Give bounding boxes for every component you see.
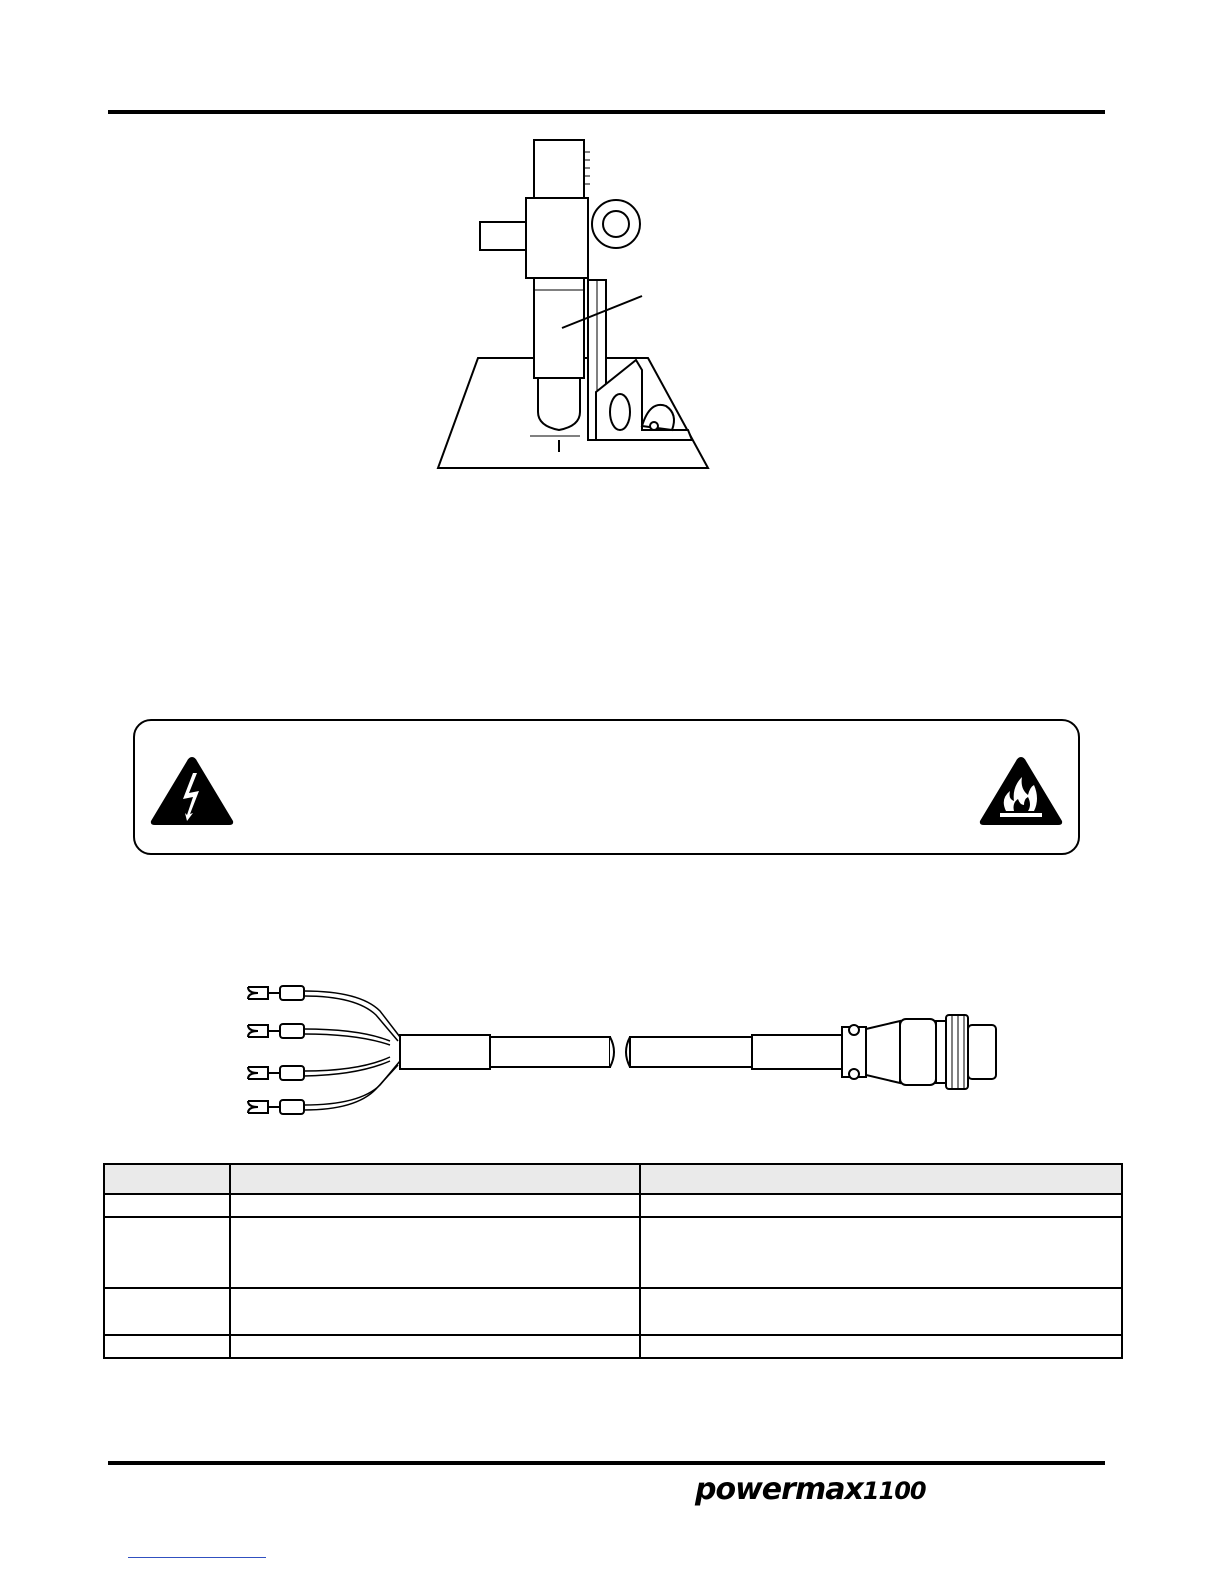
torch-squaring-illustration xyxy=(430,130,720,480)
table-header-cell xyxy=(640,1164,1122,1194)
table-cell xyxy=(230,1335,640,1358)
cable-assembly-illustration xyxy=(240,975,1010,1125)
table-cell xyxy=(230,1217,640,1288)
table-header-cell xyxy=(104,1164,230,1194)
table-cell xyxy=(640,1194,1122,1217)
terminal-3 xyxy=(248,1066,304,1080)
table-row xyxy=(104,1288,1122,1335)
table-cell xyxy=(230,1288,640,1335)
table-cell xyxy=(104,1335,230,1358)
brand-logo xyxy=(695,1472,926,1507)
spec-table xyxy=(103,1163,1123,1359)
fire-hazard-warning-icon xyxy=(978,755,1064,827)
terminal-4 xyxy=(248,1100,304,1114)
table-row xyxy=(104,1335,1122,1358)
brand-model: 1100 xyxy=(862,1477,926,1505)
table-cell xyxy=(640,1288,1122,1335)
table-cell xyxy=(104,1194,230,1217)
table-row xyxy=(104,1194,1122,1217)
table-row xyxy=(104,1217,1122,1288)
table-cell xyxy=(640,1217,1122,1288)
footer-link-underline[interactable] xyxy=(128,1557,266,1558)
bottom-rule xyxy=(108,1461,1105,1465)
terminal-1 xyxy=(248,986,304,1000)
table-cell xyxy=(104,1217,230,1288)
electric-shock-warning-icon xyxy=(149,755,235,827)
warning-box xyxy=(133,719,1080,855)
table-cell xyxy=(640,1335,1122,1358)
brand-name: powermax xyxy=(695,1472,863,1507)
table-header-row xyxy=(104,1164,1122,1194)
table-cell xyxy=(230,1194,640,1217)
table-cell xyxy=(104,1288,230,1335)
terminal-2 xyxy=(248,1024,304,1038)
table-header-cell xyxy=(230,1164,640,1194)
top-rule xyxy=(108,110,1105,114)
